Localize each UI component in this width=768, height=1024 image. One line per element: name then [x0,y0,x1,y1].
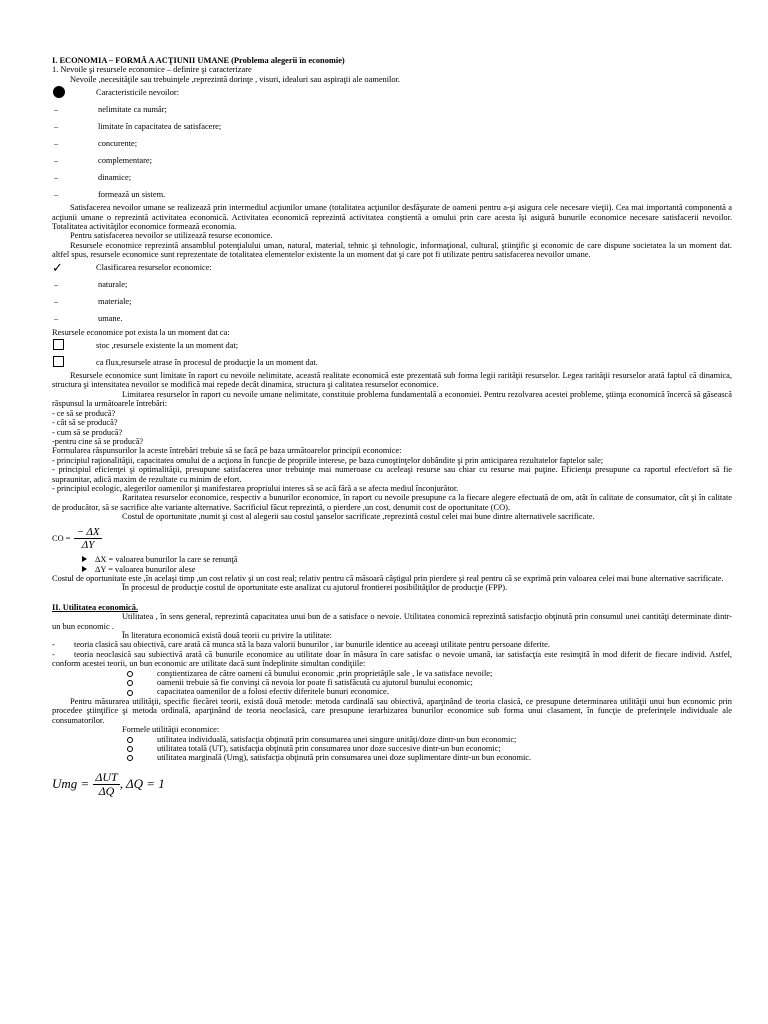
formula-condition: , ΔQ = 1 [119,776,165,792]
list-item: – umane. [54,314,123,324]
circle-bullet-icon [127,680,133,686]
needs-characteristics-title-row [52,84,732,101]
principle: - principiul ecologic, alegerilor oamenilor şi manifestarea propriului interes să se acă fără a se afecta mediul înconjurător. [52,483,459,493]
list-item: – naturale; [54,280,128,290]
checkbox-bullet-icon [53,356,64,367]
list-item: utilitatea individuală, satisfacţia obţinută prin consumarea unei singure unităţi/doze dintr-un bun economic; [52,735,732,744]
classification-title: Clasificarea resurselor economice: [96,263,212,273]
paragraph: Resursele economice sunt limitate în raport cu nevoile nelimitate, această realitate economică este prezentată sub forma legii rarităţii resurselor. Legea rarităţii resurselor arată faptul că dinamica, structura şi intensitatea nevoilor se modifică mai repede decât dinamica, structura şi calitatea resurselor economice. [52,371,732,390]
paragraph: Limitarea resurselor în raport cu nevoile umane nelimitate, constituie problema fundamentală a economiei. Pentru rezolvarea acestei probleme, ştiinţa economică încercă să găsească răspunsul la următoarele întrebări: [52,389,732,409]
paragraph: În procesul de producţie costul de oportunitate este analizat cu ajutorul frontierei posibilităţilor de producţie (FPP). [122,583,508,593]
formula-numerator: − ΔX [76,525,100,538]
paragraph: Pentru satisfacerea nevoilor se utilizează resurse economice. [70,231,273,241]
opportunity-cost-formula [52,526,732,552]
paragraph: Utilitatea , în sens general, reprezintă capacitatea unui bun de a satisface o nevoie. Utilitatea conomică reprezintă satisfacţio obţinută prin consumul unei cantităţi determinate dintr-un bun economic . [52,612,732,631]
page-title: I. ECONOMIA – FORMĂ A ACŢIUNII UMANE (Problema alegerii în economie) [52,56,345,65]
circle-bullet-icon [127,690,133,696]
principle: - principiul raţionalităţii, capacitatea omului de a acţiona în funcţie de propriile interese, pe baza cunoştinţelor dobândite şi prin anticiparea rezultatelor faptelor sale; [52,455,604,465]
circle-bullet-icon [127,737,133,743]
list-item: – complementare; [54,156,152,166]
formula-label: CO = [52,533,71,543]
formula-numerator: ΔUT [95,769,118,784]
paragraph: Costul de oportunitate este ,în acelaşi timp ,un cost relativ şi un cost real; relativ pentru că măsoară câştigul prin pierdere şi real pentru că se exprimă prin valoarea celei mai bune alternative sacrificate. [52,574,724,583]
list-item: stoc ,resursele existente la un moment dat; [52,337,732,354]
principle: - principiul eficienţei şi optimalităţii, presupune satisfacerea unor trebuinţe mai numeroase cu aceleaşi resurse sau chiar cu resurse mai puţine. Eficienţa presupune ca raportul efect/efort să fie supraunitar, adică maxim de rezultate cu minim de efort. [52,465,732,484]
circle-bullet-icon [127,671,133,677]
checkbox-bullet-icon [53,339,64,350]
question: - cât să se producă? [52,418,118,428]
list-item: – dinamice; [54,173,132,183]
question: - ce să se producă? [52,408,116,418]
arrow-bullet-icon [82,566,87,572]
list-item: - teoria neoclasică sau subiectivă arată că bunurile economice au utilitate doar în măsura în care satisfac o nevoie umană, iar satisfacţia este resimţită în mod diferit de fiecare individ. Astfel, conform acestei teorii, un bun economic are utilitate dacă sunt îndeplinite simultan condiţiile: [52,649,732,669]
paragraph: Resursele economice reprezintă ansamblul potenţialului uman, natural, material, tehnic şi tehnologic, informaţional, cultural, ştiinţific şi economic de care dispune societatea la un moment dat. altfel spus, resursele economice sunt reprezentate de totalitatea elementelor existente la un moment dat şi care pot fi utilizate pentru satisfacerea nevoilor umane. [52,240,732,260]
circle-bullet-icon [127,746,133,752]
sun-bullet-icon [54,87,64,97]
list-item: ΔY = valoarea bunurilor alese [52,565,732,574]
paragraph: Costul de oportunitate ,numit şi cost al alegerii sau costul şanselor sacrificate ,reprezintă costul celei mai bune dintre alternativele sacrificate. [122,512,595,522]
paragraph: Pentru măsurarea utilităţii, specific fiecărei teorii, există două metode: metoda cardinală sau obiectivă, aparţinând de teoria clasică, ce presupune determinarea utilităţii unui bun economic prin procedee ştiinţifice şi metoda ordinală, aparţinând de teoria neoclasică, care presupune ierarhizarea bunurilor economice sub forma unui clasament, în funcţie de preferinţele individuale ale consumatorilor. [52,696,732,725]
list-item: – formează un sistem. [54,190,166,200]
list-item: utilitatea totală (UT), satisfacţia obţinută prin consumarea unor doze succesive dintr-un bun economic; [52,744,732,753]
list-item: oamenii trebuie să fie convinşi că nevoia lor poate fi satisfăcută cu ajutorul bunului economic; [52,678,732,687]
list-item: ca flux,resursele atrase în procesul de producţie la un moment dat. [52,354,732,371]
formula-denominator: ΔQ [98,784,115,799]
forms-title: Formele utilităţii economice: [122,725,220,735]
question: -pentru cine să se producă? [52,436,144,446]
list-item: - teoria clasică sau obiectivă, care arată că munca stă la baza valorii bunurilor , iar bunurile identice au aceeaşi utilitate pentru persoane diferite. [52,640,550,650]
circle-bullet-icon [127,755,133,761]
document-page [52,56,732,799]
section-1-heading: 1. Nevoile şi resursele economice – definire şi caracterizare [52,65,252,75]
list-item: – concurente; [54,139,138,149]
needs-definition: Nevoile ,necesităţile sau trebuinţele ,reprezintă dorinţe , visuri, idealuri sau aspiraţii ale oamenilor. [70,74,400,84]
list-item: conştientizarea de către oameni că bunului economic ,prin proprietăţile sale , le va satisface nevoile; [52,669,732,678]
paragraph: În literatura economică există două teorii cu privire la utilitate: [122,631,332,641]
arrow-bullet-icon [82,556,87,562]
paragraph: Raritatea resurselor economice, respectiv a bunurilor economice, în raport cu nevoile presupune ca la fiecare alegere efectuată de om, atât în calitate de consumator, cât şi în calitate de producător, să se sacrifice alte variante alternative. Sacrificiul făcut reprezintă, o pierdere ,un cost, denumit cost de oportunitate (CO). [52,493,732,512]
list-item: – materiale; [54,297,132,307]
list-item: – limitate în capacitatea de satisfacere; [54,122,222,132]
list-item: ΔX = valoarea bunurilor la care se renunţă [52,555,732,564]
checkmark-icon: ✓ [52,260,63,276]
principles-intro: Formularea răspunsurilor la aceste întrebări trebuie să se facă pe baza următoarelor principii economice: [52,446,402,456]
paragraph: Satisfacerea nevoilor umane se realizează prin intermediul acţiunilor umane (totalitatea acţiunilor desfăşurate de oameni pentru a-şi asigura cele necesare vieţii). Cea mai importantă componentă a acţiunii umane o reprezintă activitatea economică. Activitatea economică reprezintă activitatea conştientă a omului prin care acesta îşi asigură bunurile economice necesare satisfacerii nevoilor. Totalitatea activităţilor economice formează economia. [52,203,732,232]
list-item: – nelimitate ca număr; [54,105,167,115]
formula-denominator: ΔY [81,538,95,551]
stock-intro: Resursele economice pot exista la un moment dat ca: [52,327,230,337]
marginal-utility-formula [52,771,732,799]
question: - cum să se producă? [52,427,123,437]
formula-label: Umg = [52,776,90,792]
list-item: utilitatea marginală (Umg), satisfacţia obţinută prin consumarea unei doze suplimentare dintr-un bun economic. [52,753,732,762]
resources-classification-title-row [52,260,732,277]
list-item: capacitatea oamenilor de a folosi efectiv diferitele bunuri economice. [52,687,732,696]
section-2-heading: II. Utilitatea economică. [52,602,139,612]
characteristics-title: Caracteristicile nevoilor: [96,88,180,98]
